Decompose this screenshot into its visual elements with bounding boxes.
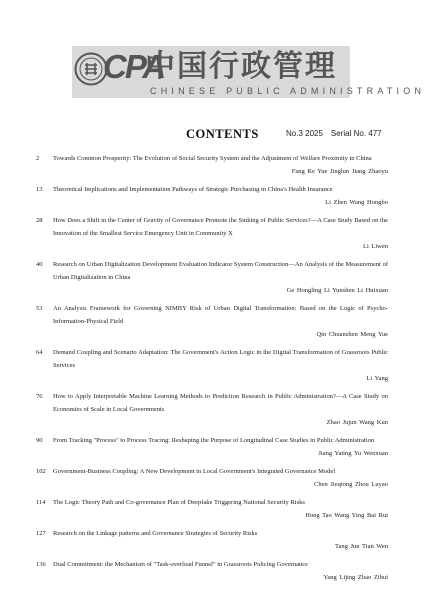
toc-article-title[interactable]: From Tracking "Process" to Process Tracing: Reshaping the Purpose of Longitudinal Case Studies in Public Administration (53, 437, 375, 444)
toc-page-number: 136 (36, 561, 46, 568)
toc-article-title[interactable]: Dual Commitment: the Mechanism of "Task-overload Funnel" in Grassroots Policing Governance (53, 561, 309, 568)
toc-authors: Chen Jieqiong Zhou Luyao (314, 481, 388, 488)
toc-article-title[interactable]: Theoretical Implications and Implementation Pathways of Strategic Purchasing in China's Health Insurance (53, 186, 333, 193)
toc-authors: Tang Jun Tian Wen (334, 543, 388, 550)
toc-entry[interactable] (36, 346, 388, 385)
journal-title-english: CHINESE PUBLIC ADMINISTRATION (150, 86, 426, 96)
journal-title-chinese: 中国行政管理 (145, 49, 337, 84)
toc-article-title[interactable]: Towards Common Prosperity: The Evolution of Social Security System and the Adjustment of Welfare Proximity in China (53, 155, 372, 162)
toc-page-number: 127 (36, 530, 46, 537)
toc-authors: Li Zhen Wang Hongbo (325, 199, 388, 206)
toc-entry[interactable] (36, 527, 388, 553)
issue-number: No.3 2025 (286, 129, 323, 138)
toc-entry[interactable] (36, 434, 388, 460)
journal-logo: CPA (103, 48, 165, 85)
toc-article-title[interactable]: The Logic Theory Path and Co-governance Plan of Deepfake Triggering National Security Risks (53, 499, 305, 506)
toc-entry[interactable] (36, 465, 388, 491)
contents-heading: CONTENTS (186, 127, 259, 141)
toc-page-number: 64 (36, 349, 43, 356)
table-of-contents (36, 152, 388, 584)
toc-entry[interactable] (36, 390, 388, 429)
toc-entry[interactable] (36, 152, 388, 178)
toc-page-number: 76 (36, 393, 43, 400)
toc-entry[interactable] (36, 558, 388, 584)
serial-number: Serial No. 477 (330, 129, 382, 138)
toc-article-title[interactable]: Research on the Linkage patterns and Governance Strategies of Security Risks (53, 530, 258, 537)
toc-article-title[interactable]: How Does a Shift in the Center of Gravity of Governance Promote the Sinking of Public Services?—A Case Study Based on the Innovation of the Smallest Service Emergency Unit in Community X (53, 217, 388, 237)
toc-authors: Yang Lijing Zhao Zihui (323, 574, 388, 581)
toc-entry[interactable] (36, 183, 388, 209)
toc-page-number: 114 (36, 499, 46, 506)
toc-entry[interactable] (36, 302, 388, 341)
toc-authors: Li Yang (366, 375, 388, 382)
toc-page-number: 13 (36, 186, 43, 193)
toc-page-number: 28 (36, 217, 43, 224)
toc-authors: Jiang Yating Yu Wenxuan (318, 450, 388, 457)
toc-article-title[interactable]: Demand Coupling and Scenario Adaptation: The Government's Action Logic in the Digital Transformation of Grassroots Public Services (53, 349, 388, 369)
toc-authors: Ge Hongling Li Yunshen Li Huixuan (286, 287, 388, 294)
toc-article-title[interactable]: How to Apply Interpretable Machine Learning Methods to Prediction Research in Public Administration?—A Case Study on Economies of Scale in Local Governments (53, 393, 388, 413)
journal-masthead (0, 0, 427, 106)
toc-article-title[interactable]: Research on Urban Digitalization Development Evaluation Indicator System Construction—An Analysis of the Measurement of Urban Digitalization in China (53, 261, 388, 281)
issue-info (286, 129, 382, 138)
toc-page-number: 53 (36, 305, 43, 312)
toc-authors: Zhao Jujun Wang Kun (326, 419, 388, 426)
toc-authors: Hong Tao Wang Ying Bai Rui (305, 512, 388, 519)
toc-authors: Fang Ke Yue Jinglun Jiang Zhaoyu (291, 168, 388, 175)
toc-page-number: 2 (36, 155, 40, 162)
toc-article-title[interactable]: Government-Business Coupling: A New Development in Local Government's Integrated Governance Model (53, 468, 336, 475)
toc-entry[interactable] (36, 258, 388, 297)
toc-authors: Qin Chuanshen Meng Yue (316, 331, 388, 338)
toc-page-number: 40 (36, 261, 43, 268)
toc-page-number: 102 (36, 468, 46, 475)
toc-authors: Li Liwen (362, 243, 388, 250)
toc-article-title[interactable]: An Analysis Framework for Governing NIMBY Risk of Urban Digital Transformation: Based on the Logic of Psycho-Information-Physical Field (53, 305, 388, 325)
toc-page-number: 90 (36, 437, 43, 444)
toc-entry[interactable] (36, 214, 388, 253)
toc-entry[interactable] (36, 496, 388, 522)
